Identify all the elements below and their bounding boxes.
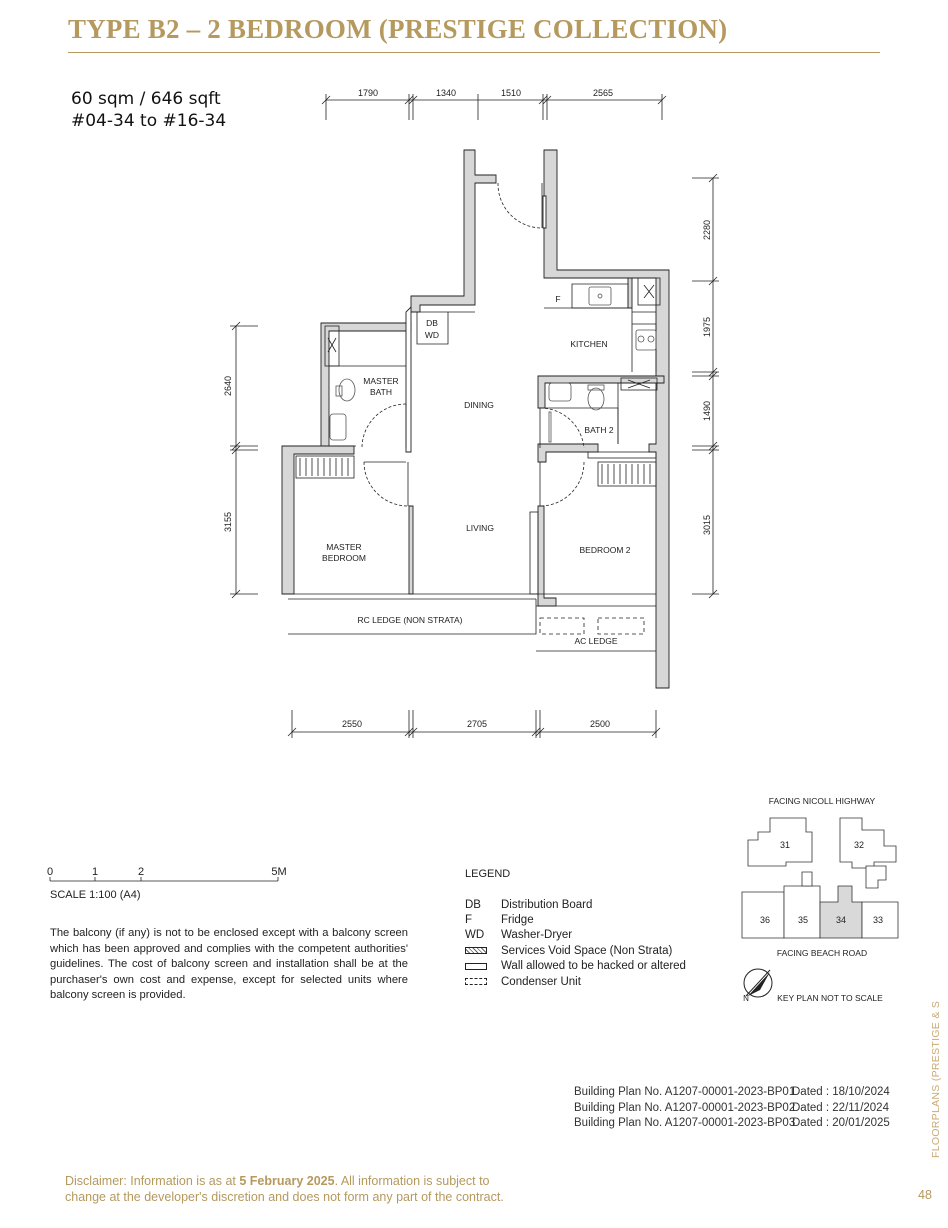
dim-top-2: 1340	[435, 88, 457, 98]
side-section-label: FLOORPLANS (PRESTIGE & S	[930, 1000, 942, 1158]
building-plan-date: Dated : 20/01/2025	[792, 1117, 890, 1129]
key-plan-note: KEY PLAN NOT TO SCALE	[777, 993, 883, 1003]
service-voids	[325, 278, 660, 390]
legend-item-condenser	[465, 974, 686, 989]
legend-item-wd	[465, 928, 686, 943]
label-master-bath-2: BATH	[369, 387, 393, 397]
dim-left-2: 3155	[223, 511, 233, 533]
disclaimer-prefix: Disclaimer: Information is as at	[65, 1174, 240, 1188]
label-master-bedroom-2: BEDROOM	[322, 553, 366, 563]
legend-label: Distribution Board	[501, 898, 593, 911]
label-rc-ledge: RC LEDGE (NON STRATA)	[357, 615, 463, 625]
dim-right-2: 1975	[702, 316, 712, 338]
dim-right-4: 3015	[702, 514, 712, 536]
walls	[282, 150, 669, 688]
key-label-31: 31	[779, 840, 791, 850]
label-living: LIVING	[466, 523, 494, 533]
page-title: TYPE B2 – 2 BEDROOM (PRESTIGE COLLECTION)	[68, 14, 728, 44]
dim-top-4: 2565	[592, 88, 614, 98]
label-master-bath-1: MASTER	[363, 376, 399, 386]
label-ac-ledge: AC LEDGE	[574, 636, 618, 646]
label-bath-2: BATH 2	[584, 425, 614, 435]
page-number: 48	[918, 1188, 932, 1202]
unit-area: 60 sqm / 646 sqft	[71, 89, 221, 109]
dim-bottom-2: 2705	[466, 719, 488, 729]
scale-tick-5m: 5M	[271, 866, 287, 878]
key-unit-32	[840, 818, 896, 868]
scale-ticks	[47, 866, 287, 878]
legend-code: F	[465, 914, 473, 927]
dim-right-3: 1490	[702, 400, 712, 422]
scale-tick-2: 2	[137, 866, 145, 878]
key-label-32: 32	[853, 840, 865, 850]
building-plans	[574, 1085, 890, 1132]
dim-left-1: 2640	[223, 375, 233, 397]
legend-title: LEGEND	[465, 868, 511, 880]
disclaimer-line-2: change at the developer's discretion and does not form any part of the contract.	[65, 1189, 504, 1204]
room-labels	[322, 294, 631, 646]
legend	[465, 897, 686, 989]
key-unit-35	[784, 886, 820, 938]
building-plan-no: Building Plan No. A1207-00001-2023-BP03	[574, 1117, 796, 1129]
dim-bottom-1: 2550	[341, 719, 363, 729]
legend-code: DB	[465, 898, 481, 911]
label-dining: DINING	[464, 400, 494, 410]
label-bedroom-2: BEDROOM 2	[579, 545, 631, 555]
legend-label: Wall allowed to be hacked or altered	[501, 960, 686, 973]
legend-label: Condenser Unit	[501, 975, 581, 988]
building-plan-no: Building Plan No. A1207-00001-2023-BP01	[574, 1086, 796, 1098]
disclaimer-date: 5 February 2025	[239, 1174, 335, 1188]
dim-top-1: 1790	[357, 88, 379, 98]
void-symbol-icon	[465, 947, 487, 954]
label-master-bedroom-1: MASTER	[326, 542, 362, 552]
unit-numbers: #04-34 to #16-34	[71, 111, 227, 131]
key-plan-bottom-label: FACING BEACH ROAD	[776, 948, 868, 958]
key-label-36: 36	[759, 915, 771, 925]
key-core	[802, 872, 812, 886]
key-label-33: 33	[872, 915, 884, 925]
disclaimer-suffix: . All information is subject to	[334, 1174, 490, 1188]
legend-label: Services Void Space (Non Strata)	[501, 944, 673, 957]
label-fridge: F	[555, 294, 561, 304]
scale-tick-1: 1	[91, 866, 99, 878]
condenser-symbol-icon	[465, 978, 487, 985]
legend-item-fridge	[465, 912, 686, 927]
scale-label: SCALE 1:100 (A4)	[50, 889, 141, 901]
building-plan-row	[574, 1085, 890, 1101]
north-arrow-icon	[743, 969, 772, 1003]
key-plan-top-label: FACING NICOLL HIGHWAY	[768, 796, 876, 806]
condenser-units	[540, 618, 644, 634]
legend-item-void	[465, 943, 686, 958]
key-label-35: 35	[797, 915, 809, 925]
scale-bar	[50, 877, 278, 881]
label-wd: WD	[424, 330, 440, 340]
building-plan-no: Building Plan No. A1207-00001-2023-BP02	[574, 1101, 796, 1114]
balcony-note: The balcony (if any) is not to be enclosed except with a balcony screen which has been approved and complies with the competent authorities' guidelines. The cost of balcony screen and installation shall be at the purchaser's own cost and expense, except for selected units where balcony screen is provided.	[50, 927, 408, 1002]
scale-tick-0: 0	[46, 866, 54, 878]
legend-label: Washer-Dryer	[501, 929, 573, 942]
label-db: DB	[426, 318, 438, 328]
key-unit-34	[820, 886, 862, 938]
dim-top-3: 1510	[500, 88, 522, 98]
label-kitchen: KITCHEN	[570, 339, 608, 349]
key-plan	[742, 796, 898, 1003]
legend-label: Fridge	[501, 914, 534, 927]
key-annex	[866, 866, 886, 888]
building-plan-date: Dated : 18/10/2024	[792, 1086, 890, 1098]
dim-right-1: 2280	[702, 219, 712, 241]
building-plan-row	[574, 1116, 890, 1132]
legend-code: WD	[465, 929, 485, 942]
key-label-34: 34	[835, 915, 847, 925]
dim-bottom-3: 2500	[589, 719, 611, 729]
legend-item-wall	[465, 959, 686, 974]
building-plan-row	[574, 1101, 890, 1117]
legend-item-db	[465, 897, 686, 912]
fixtures	[330, 287, 656, 442]
building-plan-date: Dated : 22/11/2024	[792, 1101, 889, 1114]
disclaimer	[65, 1174, 504, 1205]
north-label: N	[743, 994, 749, 1003]
wall-symbol-icon	[465, 963, 487, 970]
